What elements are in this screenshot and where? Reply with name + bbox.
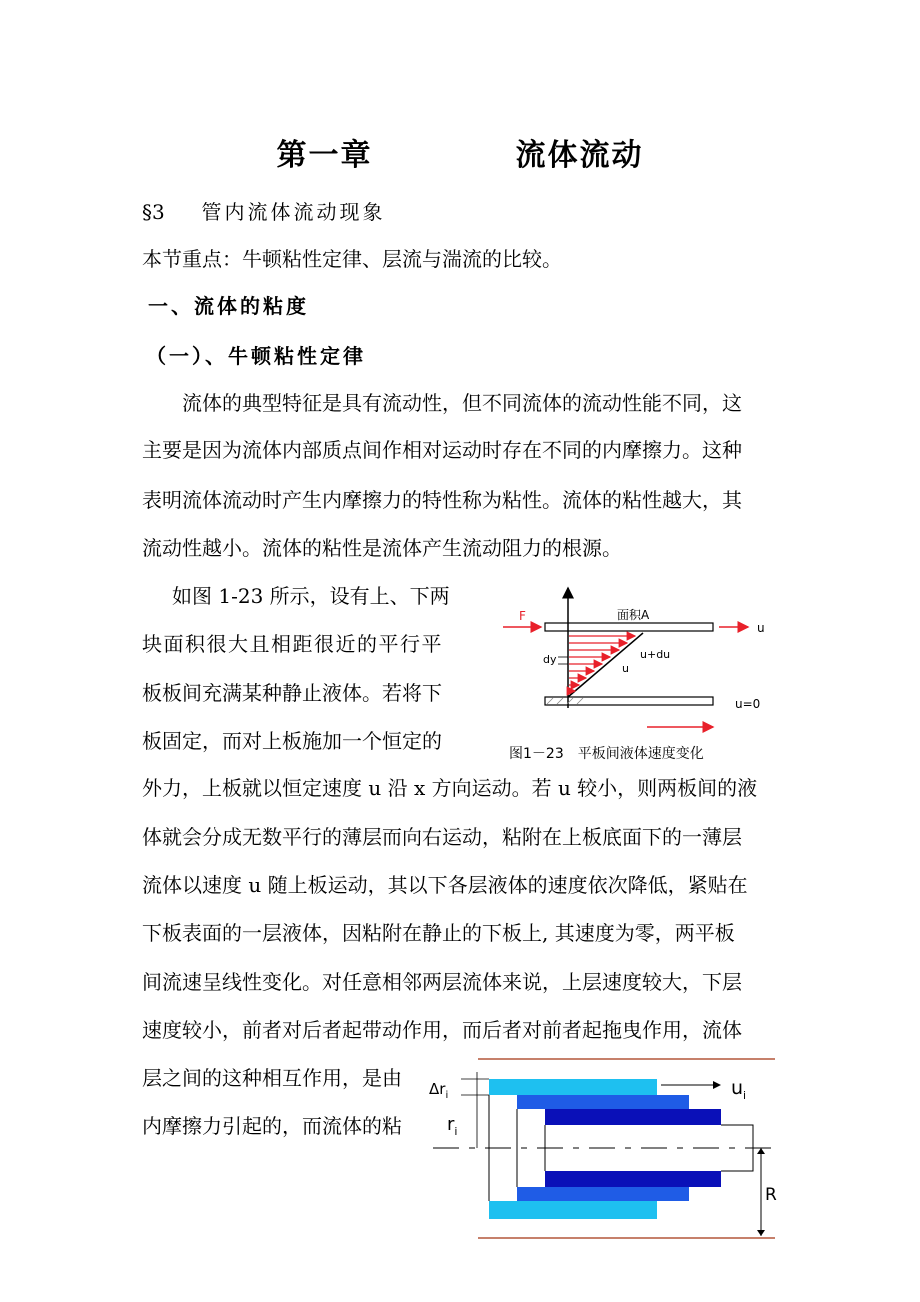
zero-velocity-label: u=0 bbox=[735, 697, 761, 711]
para2-line: 流体以速度 u 随上板运动，其以下各层液体的速度依次降低，紧贴在 bbox=[142, 873, 748, 897]
lower-plate-hatch bbox=[547, 698, 583, 704]
para2-wrap-line: 如图 1-23 所示，设有上、下两 bbox=[172, 584, 450, 608]
dy-label: dy bbox=[543, 653, 557, 666]
heading-newton-law: （一）、牛顿粘性定律 bbox=[146, 344, 366, 368]
pipe-layer-figure bbox=[425, 1050, 795, 1245]
u-plus-du-label: u+du bbox=[640, 648, 671, 661]
middle-layer-bottom bbox=[517, 1187, 689, 1201]
para2-line: 下板表面的一层液体，因粘附在静止的下板上, 其速度为零，两平板 bbox=[142, 921, 735, 945]
heading-viscosity: 一、流体的粘度 bbox=[148, 294, 309, 318]
para3-wrap-line: 内摩擦力引起的，而流体的粘 bbox=[142, 1114, 402, 1138]
para3-wrap-line: 层之间的这种相互作用，是由 bbox=[142, 1066, 402, 1090]
inner-layer-bottom bbox=[545, 1171, 721, 1187]
middle-layer-top bbox=[517, 1095, 689, 1109]
radius-label: R bbox=[765, 1185, 777, 1205]
plate-velocity-figure bbox=[495, 580, 785, 770]
delta-r-label: $\Delta r_i$ bbox=[429, 1080, 449, 1101]
area-label: 面积A bbox=[617, 608, 650, 622]
para2-wrap-line: 板板间充满某种静止液体。若将下 bbox=[142, 681, 442, 705]
chapter-title bbox=[0, 130, 920, 174]
outer-layer-top bbox=[489, 1079, 657, 1095]
u-i-label: $u_i$ bbox=[731, 1077, 747, 1102]
outer-layer-bottom bbox=[489, 1201, 657, 1219]
force-label: F bbox=[519, 609, 526, 623]
chapter-name: 流体流动 bbox=[515, 138, 644, 173]
para1-line: 流体的典型特征是具有流动性，但不同流体的流动性能不同，这 bbox=[182, 391, 742, 415]
para2-wrap-line: 板固定，而对上板施加一个恒定的 bbox=[142, 729, 442, 753]
focus-text: 本节重点：牛顿粘性定律、层流与湍流的比较。 bbox=[142, 247, 562, 271]
figure-caption: 图1－23 平板间液体速度变化 bbox=[509, 746, 704, 762]
section-title: 管内流体流动现象 bbox=[201, 200, 386, 224]
para2-line: 外力，上板就以恒定速度 u 沿 x 方向运动。若 u 较小，则两板间的液 bbox=[142, 776, 758, 800]
para2-line: 体就会分成无数平行的薄层而向右运动，粘附在上板底面下的一薄层 bbox=[142, 825, 742, 849]
r-i-label: $r_i$ bbox=[447, 1114, 458, 1138]
para2-wrap-line: 块面积很大且相距很近的平行平 bbox=[142, 632, 443, 656]
chapter-number: 第一章 bbox=[276, 138, 373, 173]
top-velocity-label: u bbox=[757, 621, 765, 635]
upper-plate bbox=[545, 623, 713, 631]
para2-line: 速度较小，前者对后者起带动作用，而后者对前者起拖曳作用，流体 bbox=[142, 1018, 742, 1042]
para2-line: 间流速呈线性变化。对任意相邻两层流体来说，上层速度较大，下层 bbox=[142, 970, 742, 994]
inner-layer-top bbox=[545, 1109, 721, 1125]
para1-line: 流动性越小。流体的粘性是流体产生流动阻力的根源。 bbox=[142, 536, 622, 560]
u-label: u bbox=[622, 662, 629, 675]
section-number: §3 bbox=[142, 200, 165, 224]
section-header bbox=[142, 196, 385, 225]
para1-line: 表明流体流动时产生内摩擦力的特性称为粘性。流体的粘性越大，其 bbox=[142, 488, 742, 512]
para1-line: 主要是因为流体内部质点间作相对运动时存在不同的内摩擦力。这种 bbox=[142, 438, 742, 462]
